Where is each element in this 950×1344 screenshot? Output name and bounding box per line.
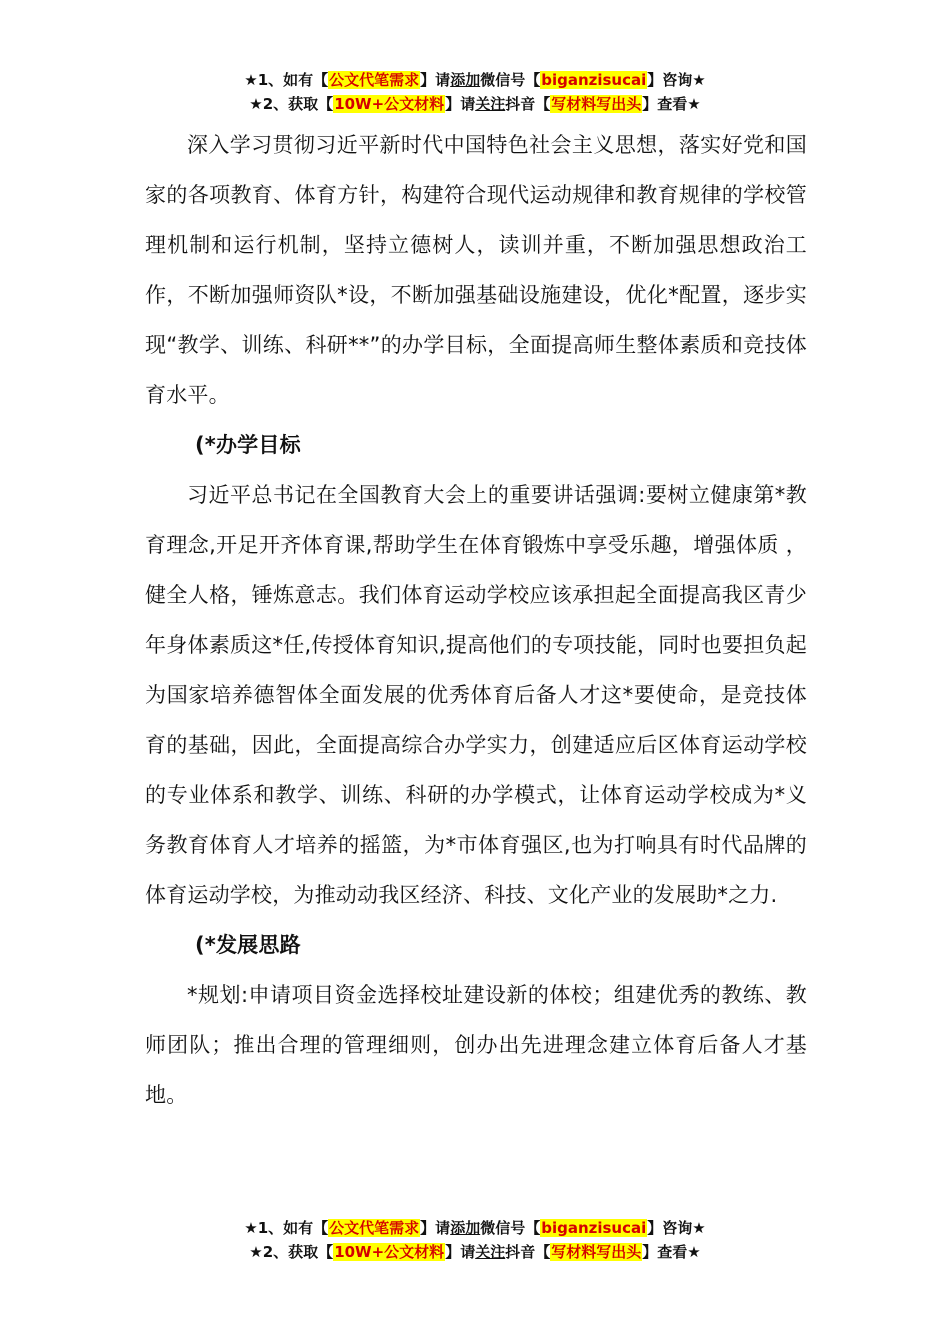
banner-line-1 <box>0 68 950 92</box>
document-body <box>145 120 807 1120</box>
highlight-wechat-id: biganzisucai <box>541 1219 647 1237</box>
banner-text: 】请 <box>420 71 451 89</box>
banner-text: 】咨询★ <box>647 71 706 89</box>
underlined-text: 添加 <box>450 1219 481 1237</box>
banner-text: 】查看★ <box>642 95 701 113</box>
header-banner <box>0 68 950 116</box>
paragraph-goals: 习近平总书记在全国教育大会上的重要讲话强调:要树立健康第*教育理念,开足开齐体育课,帮助学生在体育锻炼中享受乐趣，增强体质 ，健全人格，锤炼意志。我们体育运动学校应该承担起全面提高我区青少年身体素质这*任,传授体育知识,提高他们的专项技能，同时也要担负起为国家培养德智体全面发展的优秀体育后备人才这*要使命，是竞技体育的基础，因此，全面提高综合办学实力，创建适应后区体育运动学校的专业体系和教学、训练、科研的办学模式，让体育运动学校成为*义务教育体育人才培养的摇篮，为*市体育强区,也为打响具有时代品牌的体育运动学校，为推动动我区经济、科技、文化产业的发展助*之力. <box>145 483 807 907</box>
banner-text: 】请 <box>445 1243 476 1261</box>
section-heading-goals: (*办学目标 <box>195 433 301 457</box>
highlight-douyin: 写材料写出头 <box>551 1243 642 1261</box>
banner-text: 】请 <box>445 95 476 113</box>
highlight-service: 公文代笔需求 <box>329 1219 420 1237</box>
banner-text: ★2、获取【 <box>249 95 334 113</box>
highlight-douyin: 写材料写出头 <box>551 95 642 113</box>
paragraph-ideas: *规划:申请项目资金选择校址建设新的体校；组建优秀的教练、教师团队；推出合理的管理细则，创办出先进理念建立体育后备人才基地。 <box>145 983 807 1107</box>
underlined-text: 关注 <box>475 1243 506 1261</box>
banner-text: ★2、获取【 <box>249 1243 334 1261</box>
banner-line-1 <box>0 1216 950 1240</box>
section-heading-ideas: (*发展思路 <box>195 933 301 957</box>
banner-text: 】咨询★ <box>647 1219 706 1237</box>
banner-text: ★1、如有【 <box>244 1219 329 1237</box>
banner-text: 】查看★ <box>642 1243 701 1261</box>
highlight-materials: 10W+公文材料 <box>334 1243 445 1261</box>
highlight-wechat-id: biganzisucai <box>541 71 647 89</box>
banner-text: 抖音【 <box>505 95 551 113</box>
underlined-text: 关注 <box>475 95 506 113</box>
highlight-materials: 10W+公文材料 <box>334 95 445 113</box>
underlined-text: 添加 <box>450 71 481 89</box>
paragraph-intro: 深入学习贯彻习近平新时代中国特色社会主义思想，落实好党和国家的各项教育、体育方针，构建符合现代运动规律和教育规律的学校管理机制和运行机制，坚持立德树人，读训并重，不断加强思想政治工作，不断加强师资队*设，不断加强基础设施建设，优化*配置，逐步实现“教学、训练、科研**”的办学目标，全面提高师生整体素质和竞技体育水平。 <box>145 133 807 407</box>
banner-text: 微信号【 <box>480 1219 541 1237</box>
banner-line-2 <box>0 1240 950 1264</box>
banner-text: 】请 <box>420 1219 451 1237</box>
banner-text: 抖音【 <box>505 1243 551 1261</box>
banner-text: 微信号【 <box>480 71 541 89</box>
footer-banner <box>0 1216 950 1264</box>
banner-line-2 <box>0 92 950 116</box>
banner-text: ★1、如有【 <box>244 71 329 89</box>
highlight-service: 公文代笔需求 <box>329 71 420 89</box>
